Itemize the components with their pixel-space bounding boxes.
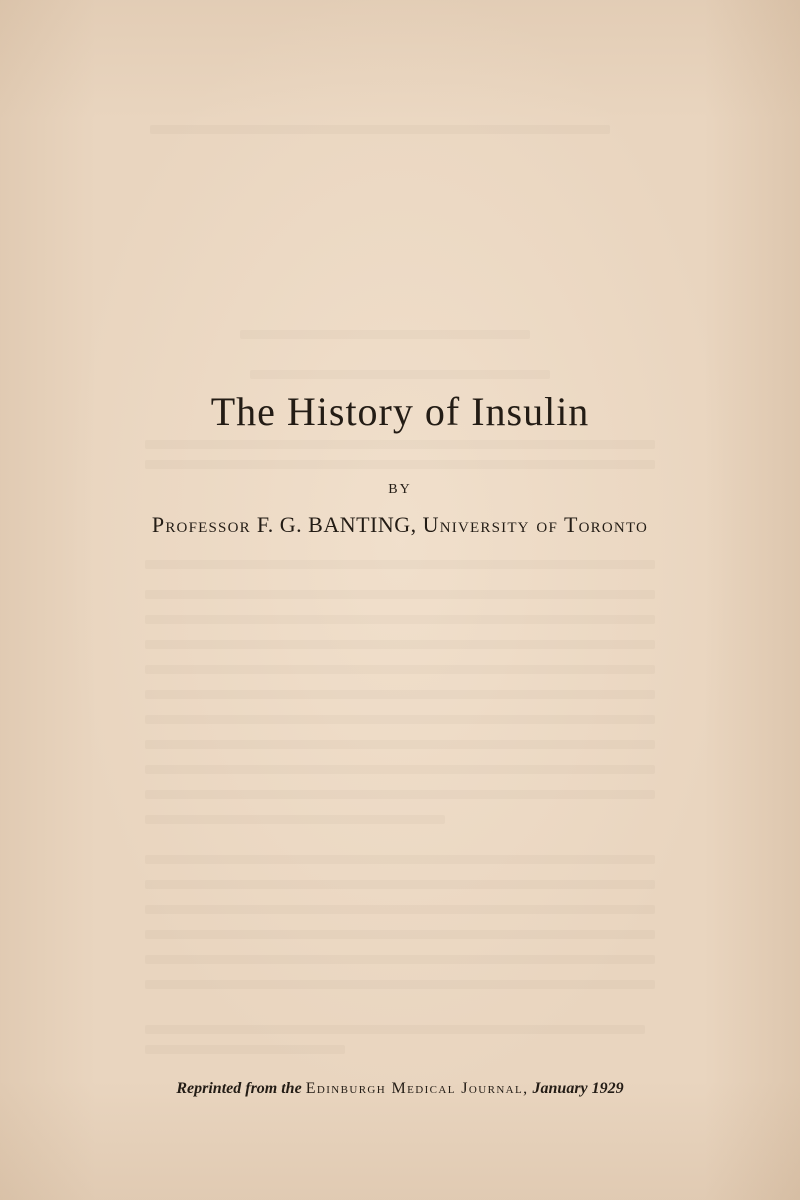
author-rank: Professor xyxy=(151,512,251,537)
author-affiliation-place: Toronto xyxy=(564,512,649,537)
author-affiliation-prefix: University of xyxy=(422,512,558,537)
byline: BY xyxy=(388,482,412,497)
journal-name: Edinburgh Medical Journal, xyxy=(305,1080,529,1097)
author-name: F. G. BANTING, xyxy=(256,512,417,537)
reprint-label: Reprinted from the xyxy=(176,1080,302,1097)
publication-date: January 1929 xyxy=(532,1080,624,1097)
document-title: The History of Insulin xyxy=(210,389,590,434)
author-line xyxy=(0,512,800,538)
reprint-note xyxy=(0,1080,800,1098)
